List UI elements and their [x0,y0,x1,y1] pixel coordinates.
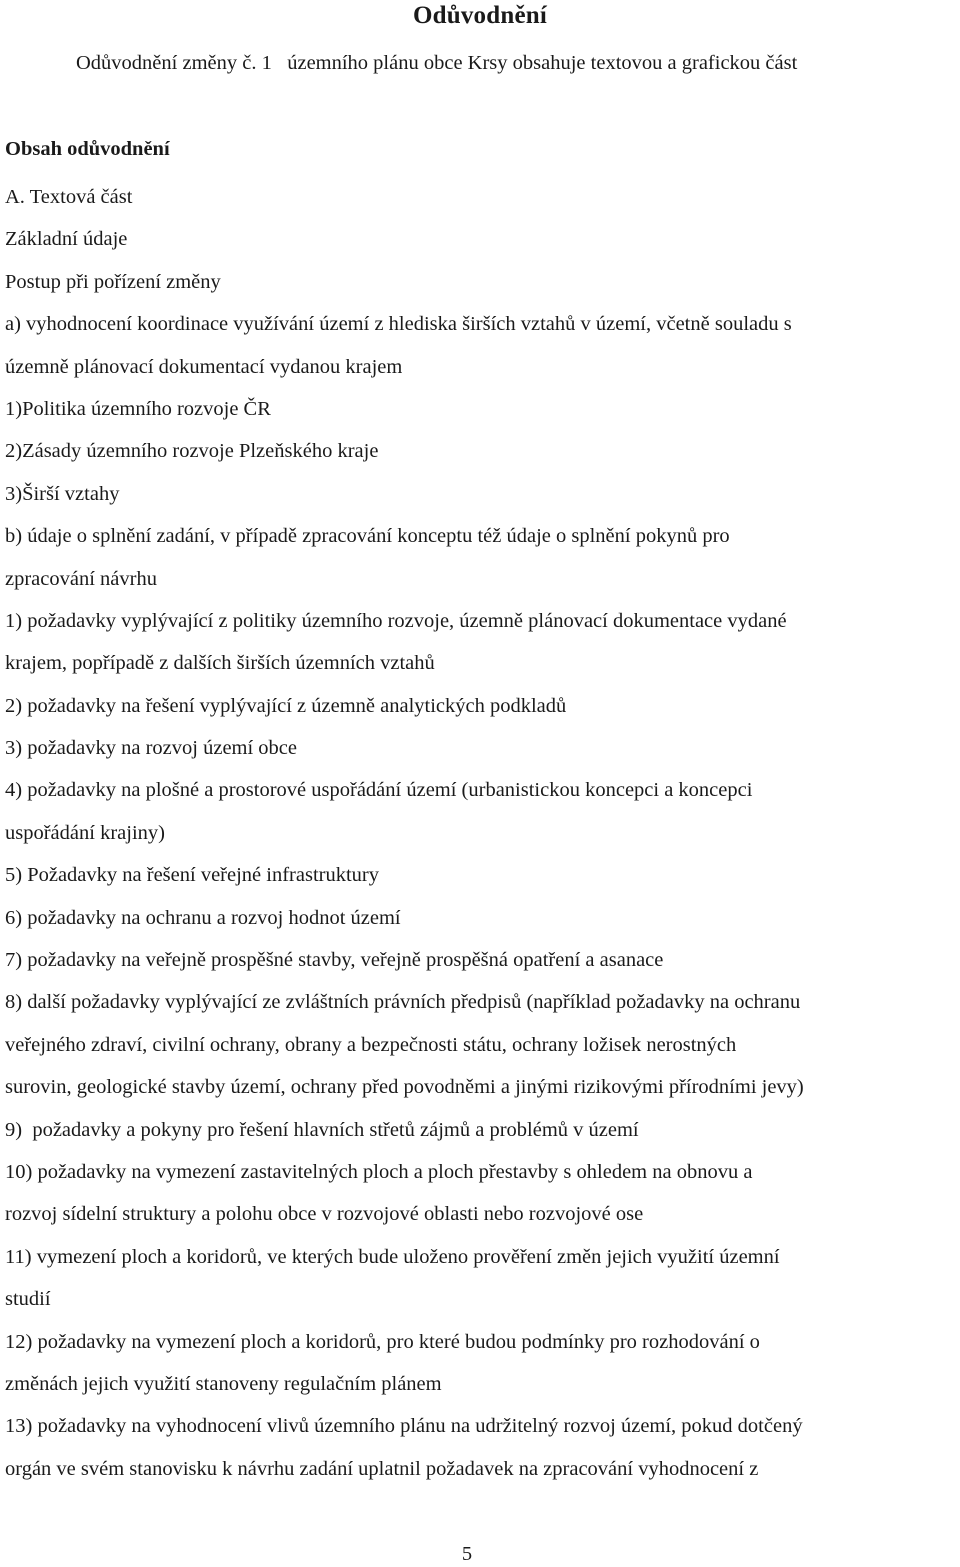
contents-line: 1)Politika územního rozvoje ČR [5,397,271,420]
contents-line: Základní údaje [5,228,128,251]
contents-line: 9) požadavky a pokyny pro řešení hlavních střetů zájmů a problémů v území [5,1118,639,1141]
contents-line: 5) Požadavky na řešení veřejné infrastruktury [5,864,379,887]
contents-line: studií [5,1288,51,1311]
contents-line: veřejného zdraví, civilní ochrany, obrany a bezpečnosti státu, ochrany ložisek nerostných [5,1033,737,1056]
contents-line: a) vyhodnocení koordinace využívání území z hlediska širších vztahů v území, včetně souladu s [5,313,792,336]
contents-line: b) údaje o splnění zadání, v případě zpracování konceptu též údaje o splnění pokynů pro [5,525,730,548]
contents-line: 3)Širší vztahy [5,482,120,505]
contents-list [5,176,960,1490]
contents-line: A. Textová část [5,186,133,208]
contents-line: rozvoj sídelní struktury a polohu obce v rozvojové oblasti nebo rozvojové ose [5,1203,644,1226]
contents-line: uspořádání krajiny) [5,821,165,844]
contents-line: 12) požadavky na vymezení ploch a koridorů, pro které budou podmínky pro rozhodování o [5,1330,760,1353]
contents-line: 1) požadavky vyplývající z politiky územního rozvoje, územně plánovací dokumentace vydané [5,609,787,632]
contents-line: surovin, geologické stavby území, ochrany před povodněmi a jinými rizikovými přírodními jevy) [5,1076,804,1099]
contents-line: 11) vymezení ploch a koridorů, ve kterých bude uloženo prověření změn jejich využití územní [5,1245,780,1268]
contents-line: 6) požadavky na ochranu a rozvoj hodnot území [5,906,401,929]
contents-line: krajem, popřípadě z dalších širších územních vztahů [5,652,435,675]
contents-line: 4) požadavky na plošné a prostorové uspořádání území (urbanistickou koncepci a koncepci [5,779,753,802]
contents-line: zpracování návrhu [5,567,157,590]
contents-line: 13) požadavky na vyhodnocení vlivů územního plánu na udržitelný rozvoj území, pokud dotčený [5,1415,803,1438]
contents-line: 8) další požadavky vyplývající ze zvláštních právních předpisů (například požadavky na ochranu [5,991,801,1014]
contents-line: orgán ve svém stanovisku k návrhu zadání uplatnil požadavek na zpracování vyhodnocení z [5,1457,759,1480]
page-number: 5 [461,1543,473,1565]
contents-line: 10) požadavky na vymezení zastavitelných ploch a ploch přestavby s ohledem na obnovu a [5,1160,753,1183]
document-subtitle: Odůvodnění změny č. 1 územního plánu obce Krsy obsahuje textovou a grafickou část [76,52,798,74]
contents-line: Postup při pořízení změny [5,270,221,293]
page-title: Odůvodnění [412,2,547,29]
contents-line: územně plánovací dokumentací vydanou krajem [5,355,403,378]
contents-line: 3) požadavky na rozvoj území obce [5,737,298,760]
contents-line: změnách jejich využití stanoveny regulačním plánem [5,1372,442,1395]
contents-line: 2)Zásady územního rozvoje Plzeňského kraje [5,440,379,463]
contents-line: 2) požadavky na řešení vyplývající z územně analytických podkladů [5,694,567,717]
contents-line: 7) požadavky na veřejně prospěšné stavby, veřejně prospěšná opatření a asanace [5,949,664,972]
contents-heading: Obsah odůvodnění [5,138,170,160]
